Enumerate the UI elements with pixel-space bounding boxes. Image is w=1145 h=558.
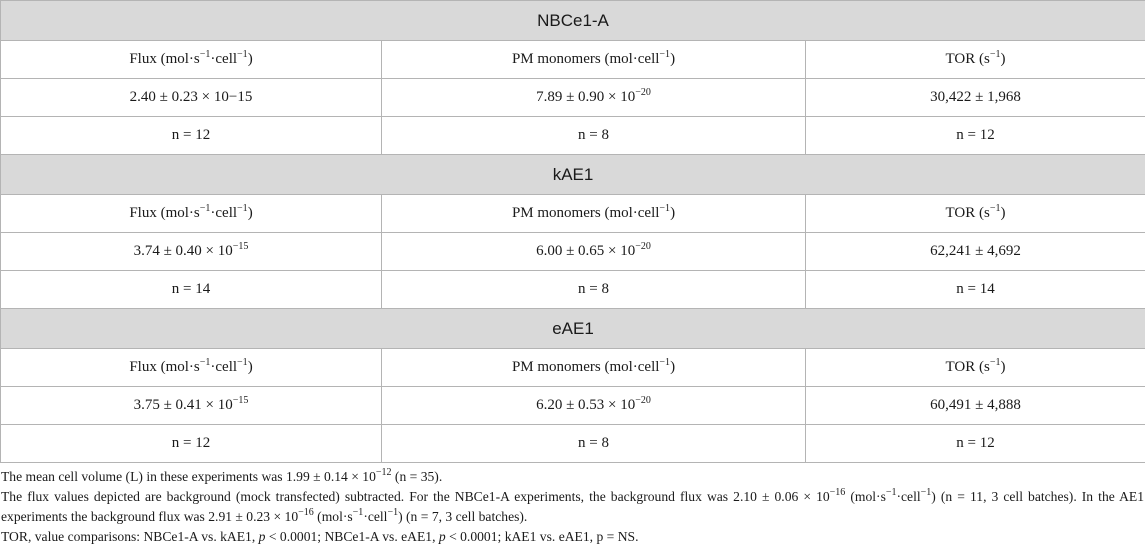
table-footnotes	[0, 463, 1145, 547]
group-header-kae1	[1, 155, 1145, 195]
column-header-row	[1, 41, 1145, 79]
pm-header: PM monomers (mol·cell$^{-1}$)	[382, 195, 806, 233]
tor-n: n = 14	[806, 271, 1145, 309]
pm-n: n = 8	[382, 271, 806, 309]
flux-header: Flux $(mol\cdot s^{-1}\cdot cell^{-1})$	[1, 41, 382, 79]
footnote-cell-volume: The mean cell volume (L) in these experiments was $1.99 \pm 0.14 \times 10^{-12}$ (n = 35).	[1, 467, 443, 484]
n-row	[1, 425, 1145, 463]
group-title: eAE1	[1, 309, 1145, 349]
pm-value: $6.00 \pm 0.65 \times 10^{-20}$	[382, 233, 806, 271]
group-header-nbce1a	[1, 1, 1145, 41]
tor-header: TOR $(s^{-1})$	[806, 349, 1145, 387]
pm-n: n = 8	[382, 117, 806, 155]
pm-n: n = 8	[382, 425, 806, 463]
tor-n: n = 12	[806, 425, 1145, 463]
group-header-eae1	[1, 309, 1145, 349]
value-row	[1, 387, 1145, 425]
tor-header: TOR $(s^{-1})$	[806, 195, 1145, 233]
pm-header: PM monomers (mol·cell$^{-1}$)	[382, 41, 806, 79]
flux-value: 2.40 ± 0.23 × 10−15	[1, 79, 382, 117]
pm-value: $7.89 \pm 0.90 \times 10^{-20}$	[382, 79, 806, 117]
n-row	[1, 117, 1145, 155]
footnote-tor-comparisons: TOR, value comparisons: NBCe1-A vs. kAE1, p < 0.0001; NBCe1-A vs. eAE1, p < 0.0001; kAE1 vs. eAE1, p = NS.	[1, 529, 639, 544]
value-row	[1, 79, 1145, 117]
footnote-background-flux: The flux values depicted are background (mock transfected) subtracted. For the NBCe1-A experiments, the background flux was $2.10 \pm 0.06 \times 10^{-16}$ $(mol\cdot s^{-1}\cdot cell^{-1}) (n = 11$, 3 cell batches). In the AE1 experiments the background flux was $2.91 \pm 0.23 \times 10^{-16}$ $(mol\cdot s^{-1}\cdot cell^{-1}) (n = 7$, 3 cell batches).	[1, 487, 1144, 524]
n-row	[1, 271, 1145, 309]
tor-value: 62,241 ± 4,692	[806, 233, 1145, 271]
tor-value: 30,422 ± 1,968	[806, 79, 1145, 117]
group-title: kAE1	[1, 155, 1145, 195]
value-row	[1, 233, 1145, 271]
tor-header: TOR $(s^{-1})$	[806, 41, 1145, 79]
column-header-row	[1, 349, 1145, 387]
tor-value: 60,491 ± 4,888	[806, 387, 1145, 425]
flux-header: Flux $(mol\cdot s^{-1}\cdot cell^{-1})$	[1, 195, 382, 233]
flux-n: n = 14	[1, 271, 382, 309]
flux-header: Flux $(mol\cdot s^{-1}\cdot cell^{-1})$	[1, 349, 382, 387]
pm-header: PM monomers (mol·cell$^{-1}$)	[382, 349, 806, 387]
pm-value: $6.20 \pm 0.53 \times 10^{-20}$	[382, 387, 806, 425]
flux-n: n = 12	[1, 117, 382, 155]
flux-value: $3.75 \pm 0.41 \times 10^{-15}$	[1, 387, 382, 425]
column-header-row	[1, 195, 1145, 233]
tor-n: n = 12	[806, 117, 1145, 155]
flux-n: n = 12	[1, 425, 382, 463]
flux-value: $3.74 \pm 0.40 \times 10^{-15}$	[1, 233, 382, 271]
group-title: NBCe1-A	[1, 1, 1145, 41]
